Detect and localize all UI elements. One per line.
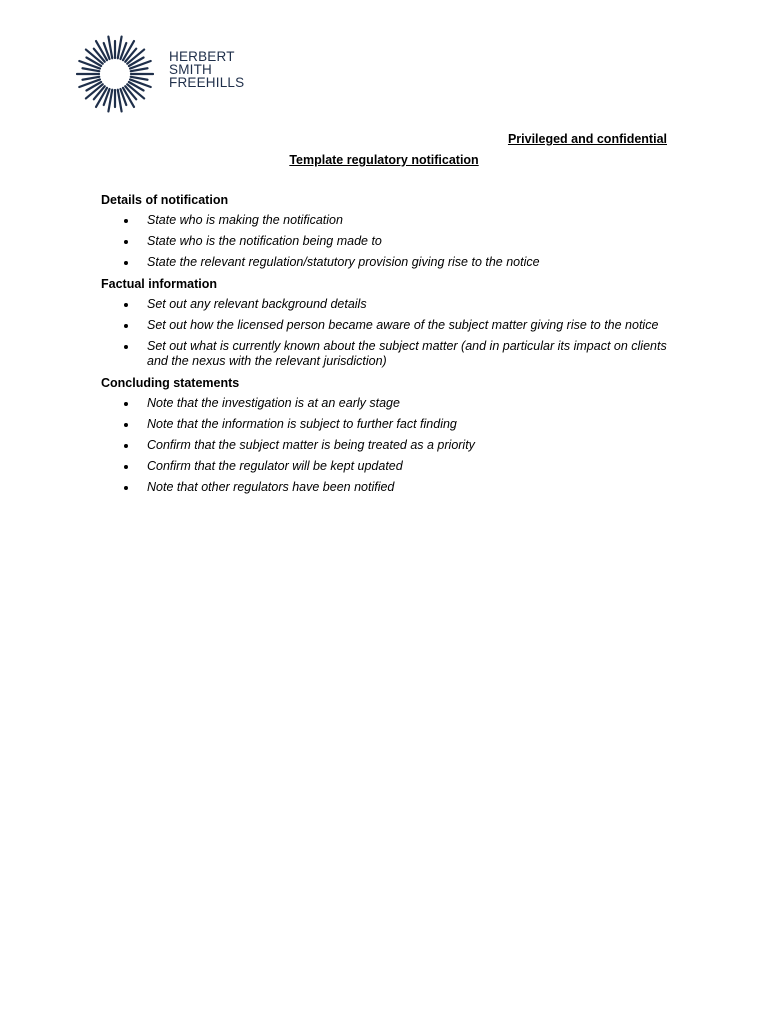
section-factual bbox=[101, 276, 671, 369]
document-body bbox=[101, 192, 671, 501]
list-item-text: State who is making the notification bbox=[147, 213, 343, 227]
list-item bbox=[101, 480, 671, 495]
list-item-text: Set out any relevant background details bbox=[147, 297, 367, 311]
list-item-text: Set out how the licensed person became aware of the subject matter giving rise to the notice bbox=[147, 318, 659, 332]
section-heading: Factual information bbox=[101, 277, 217, 291]
section-heading: Details of notification bbox=[101, 193, 229, 207]
list-item bbox=[101, 297, 671, 312]
logo-wordmark bbox=[169, 50, 244, 89]
list-item bbox=[101, 318, 671, 333]
list-item bbox=[101, 234, 671, 249]
list-item bbox=[101, 213, 671, 228]
bullet-list bbox=[101, 396, 671, 495]
bullet-icon bbox=[124, 486, 128, 490]
bullet-icon bbox=[124, 465, 128, 469]
bullet-icon bbox=[124, 324, 128, 328]
bullet-icon bbox=[124, 345, 128, 349]
logo-line-3: FREEHILLS bbox=[169, 75, 245, 90]
bullet-icon bbox=[124, 423, 128, 427]
sunburst-ray bbox=[83, 77, 100, 80]
bullet-list bbox=[101, 213, 671, 270]
list-item bbox=[101, 438, 671, 453]
section-heading: Concluding statements bbox=[101, 376, 240, 390]
list-item bbox=[101, 417, 671, 432]
list-item-text: Note that the investigation is at an early stage bbox=[147, 396, 400, 410]
sunburst-ray bbox=[131, 77, 148, 80]
list-item bbox=[101, 459, 671, 474]
logo-line-2: SMITH bbox=[169, 62, 212, 77]
list-item-text: Note that the information is subject to further fact finding bbox=[147, 417, 457, 431]
list-item bbox=[101, 396, 671, 411]
classification-label: Privileged and confidential bbox=[507, 132, 667, 146]
herbert-smith-freehills-logo bbox=[76, 35, 336, 115]
list-item bbox=[101, 339, 671, 369]
bullet-icon bbox=[124, 240, 128, 244]
list-item-text: Set out what is currently known about the subject matter (and in particular its impact on clients and the nexus with the relevant jurisdiction) bbox=[147, 339, 667, 368]
bullet-list bbox=[101, 297, 671, 369]
bullet-icon bbox=[124, 444, 128, 448]
section-concluding bbox=[101, 375, 671, 495]
list-item bbox=[101, 255, 671, 270]
list-item-text: State who is the notification being made to bbox=[147, 234, 382, 248]
bullet-icon bbox=[124, 303, 128, 307]
sunburst-ray bbox=[83, 68, 100, 71]
document-title: Template regulatory notification bbox=[289, 153, 479, 167]
list-item-text: State the relevant regulation/statutory provision giving rise to the notice bbox=[147, 255, 540, 269]
bullet-icon bbox=[124, 402, 128, 406]
section-details bbox=[101, 192, 671, 270]
logo-line-1: HERBERT bbox=[169, 49, 235, 64]
list-item-text: Note that other regulators have been notified bbox=[147, 480, 395, 494]
list-item-text: Confirm that the subject matter is being treated as a priority bbox=[147, 438, 475, 452]
sunburst-logo-icon bbox=[76, 35, 154, 113]
sunburst-ray bbox=[131, 68, 148, 71]
document-title-wrapper bbox=[0, 153, 768, 167]
bullet-icon bbox=[124, 219, 128, 223]
list-item-text: Confirm that the regulator will be kept updated bbox=[147, 459, 403, 473]
bullet-icon bbox=[124, 261, 128, 265]
